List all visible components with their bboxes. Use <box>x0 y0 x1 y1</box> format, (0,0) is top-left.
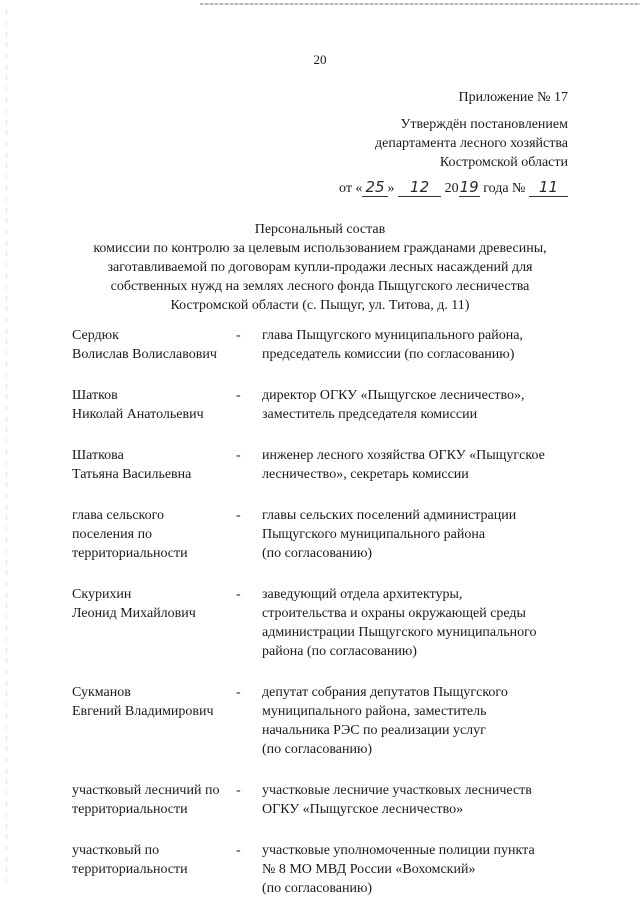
title-line-3: заготавливаемой по договорам купли-продажи лесных насаждений для <box>107 260 533 275</box>
member-name-line: поселения по <box>72 527 153 542</box>
member-role-line: начальника РЭС по реализации услуг <box>262 723 486 738</box>
member-name-line: Леонид Михайлович <box>72 606 196 621</box>
year-word: года № <box>483 181 526 196</box>
member-row <box>72 506 572 563</box>
member-row <box>72 781 572 819</box>
member-role-line: района (по согласованию) <box>262 644 417 659</box>
document-title <box>60 220 580 315</box>
approval-block <box>339 88 568 198</box>
member-dash: - <box>236 843 241 858</box>
year-suffix-handwritten: 19 <box>459 178 479 196</box>
approval-line-1: Утверждён постановлением <box>400 117 568 132</box>
member-name-line: территориальности <box>72 802 188 817</box>
member-role-line: главы сельских поселений администрации <box>262 508 517 523</box>
member-name-line: участковый лесничий по <box>72 783 220 798</box>
appendix-label: Приложение № 17 <box>458 90 568 105</box>
approval-line-2: департамента лесного хозяйства <box>375 136 568 151</box>
member-name <box>72 386 232 424</box>
member-name-line: Шаткова <box>72 448 124 463</box>
member-role-line: ОГКУ «Пыщугское лесничество» <box>262 802 464 817</box>
member-role <box>262 326 572 364</box>
member-role-line: депутат собрания депутатов Пыщугского <box>262 685 508 700</box>
decree-number-handwritten: 11 <box>529 178 568 197</box>
page-number: 20 <box>313 52 327 67</box>
member-role <box>262 386 572 424</box>
member-role-line: глава Пыщугского муниципального района, <box>262 328 523 343</box>
member-name-line: территориальности <box>72 862 188 877</box>
member-name <box>72 506 232 563</box>
member-name-line: Шатков <box>72 388 118 403</box>
member-dash: - <box>236 328 241 343</box>
date-month-handwritten: 12 <box>398 178 441 197</box>
member-name <box>72 585 232 661</box>
approval-date-line <box>339 178 568 198</box>
member-role-line: заведующий отдела архитектуры, <box>262 587 463 602</box>
member-row <box>72 386 572 424</box>
member-row <box>72 841 572 898</box>
member-role-line: строительства и охраны окружающей среды <box>262 606 526 621</box>
member-role <box>262 585 572 661</box>
member-dash: - <box>236 685 241 700</box>
member-row <box>72 326 572 364</box>
member-dash: - <box>236 448 241 463</box>
member-dash: - <box>236 388 241 403</box>
member-name-line: Николай Анатольевич <box>72 407 204 422</box>
member-role-line: муниципального района, заместитель <box>262 704 487 719</box>
date-prefix: от « <box>339 181 363 196</box>
member-name <box>72 446 232 484</box>
member-role-line: заместитель председателя комиссии <box>262 407 478 422</box>
member-role <box>262 781 572 819</box>
member-dash: - <box>236 587 241 602</box>
member-role-line: (по согласованию) <box>262 742 373 757</box>
approval-line-3: Костромской области <box>439 155 568 170</box>
member-role-line: № 8 МО МВД России «Вохомский» <box>262 862 476 877</box>
members-list <box>72 326 572 898</box>
member-name-line: Скурихин <box>72 587 132 602</box>
title-line-4: собственных нужд на землях лесного фонда Пыщугского лесничества <box>110 279 530 294</box>
member-name-line: Сукманов <box>72 685 131 700</box>
member-name-line: Сердюк <box>72 328 119 343</box>
member-dash: - <box>236 783 241 798</box>
member-row <box>72 585 572 661</box>
date-separator: » <box>387 181 395 196</box>
member-role-line: директор ОГКУ «Пыщугское лесничество», <box>262 388 525 403</box>
member-name-line: участковый по <box>72 843 160 858</box>
scan-left-edge <box>6 10 7 890</box>
member-name <box>72 683 232 759</box>
member-role-line: администрации Пыщугского муниципального <box>262 625 537 640</box>
member-name-line: глава сельского <box>72 508 165 523</box>
title-line-2: комиссии по контролю за целевым использованием гражданами древесины, <box>93 241 547 256</box>
member-name-line: Евгений Владимирович <box>72 704 214 719</box>
title-line-1: Персональный состав <box>254 222 386 237</box>
member-role <box>262 841 572 898</box>
member-name <box>72 841 232 898</box>
member-name <box>72 326 232 364</box>
member-role-line: лесничество», секретарь комиссии <box>262 467 469 482</box>
date-day-handwritten: 25 <box>362 178 387 197</box>
member-row <box>72 446 572 484</box>
scan-top-edge <box>200 3 640 5</box>
member-role-line: (по согласованию) <box>262 881 373 896</box>
member-role-line: (по согласованию) <box>262 546 373 561</box>
member-role-line: инженер лесного хозяйства ОГКУ «Пыщугское <box>262 448 545 463</box>
member-role-line: участковые уполномоченные полиции пункта <box>262 843 535 858</box>
member-name-line: Волислав Волиславович <box>72 347 217 362</box>
member-dash: - <box>236 508 241 523</box>
member-role <box>262 683 572 759</box>
title-line-5: Костромской области (с. Пыщуг, ул. Титова, д. 11) <box>170 298 470 313</box>
member-role-line: председатель комиссии (по согласованию) <box>262 347 515 362</box>
member-role <box>262 446 572 484</box>
member-role-line: участковые лесничие участковых лесничеств <box>262 783 532 798</box>
year-prefix: 20 <box>444 181 459 196</box>
member-name-line: территориальности <box>72 546 188 561</box>
member-row <box>72 683 572 759</box>
member-name <box>72 781 232 819</box>
member-name-line: Татьяна Васильевна <box>72 467 192 482</box>
member-role <box>262 506 572 563</box>
member-role-line: Пыщугского муниципального района <box>262 527 486 542</box>
